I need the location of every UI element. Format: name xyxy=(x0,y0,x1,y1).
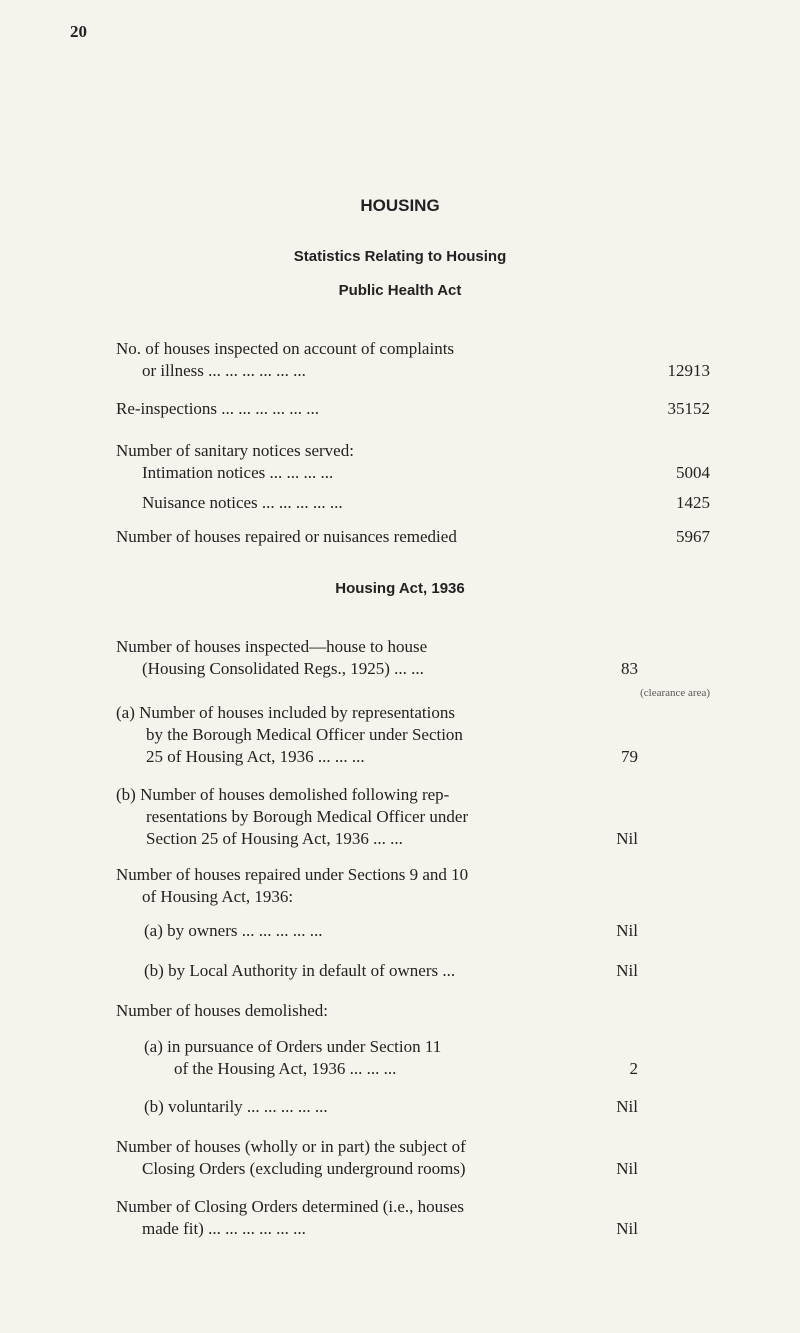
houses-demolished-following-representations-row xyxy=(116,784,710,850)
house-to-house-inspections-row xyxy=(116,636,710,699)
row-value: Nil xyxy=(616,1219,638,1238)
repaired-by-owners-row xyxy=(144,920,638,942)
subtitle: Statistics Relating to Housing xyxy=(293,248,507,265)
row-label: (a) by owners ... ... ... ... ... xyxy=(144,921,323,940)
row-value: Nil xyxy=(616,829,638,848)
row-label-continued: (Housing Consolidated Regs., 1925) ... ... xyxy=(142,659,424,678)
houses-repaired-row xyxy=(116,526,710,548)
row-label-continued: Closing Orders (excluding underground rooms) xyxy=(142,1159,466,1178)
row-value: 5004 xyxy=(676,463,710,482)
row-label: (b) Number of houses demolished following rep- xyxy=(116,785,450,804)
row-value: Nil xyxy=(616,961,638,980)
nuisance-notices-row xyxy=(142,492,710,514)
houses-repaired-sections-heading-row xyxy=(116,864,710,908)
row-value: 35152 xyxy=(667,399,710,418)
row-label: (b) by Local Authority in default of owners ... xyxy=(144,961,456,980)
row-label: Nuisance notices ... ... ... ... ... xyxy=(142,493,343,512)
row-value: 12913 xyxy=(667,361,710,380)
section-heading-housing-act-1936: Housing Act, 1936 xyxy=(335,580,465,597)
row-label-continued: or illness ... ... ... ... ... ... xyxy=(142,361,306,380)
re-inspections-row xyxy=(116,398,710,420)
row-label: (a) in pursuance of Orders under Section 11 xyxy=(144,1037,442,1056)
row-label: Number of Closing Orders determined (i.e., houses xyxy=(116,1197,464,1216)
row-label: (a) Number of houses included by representations xyxy=(116,703,455,722)
closing-orders-determined-row xyxy=(116,1196,638,1240)
houses-demolished-heading-row xyxy=(116,1000,710,1022)
row-label: Number of houses (wholly or in part) the subject of xyxy=(116,1137,466,1156)
row-label: Re-inspections ... ... ... ... ... ... xyxy=(116,399,320,418)
row-value: 83 xyxy=(621,659,638,678)
row-label: Number of houses demolished: xyxy=(116,1001,328,1020)
closing-orders-row xyxy=(116,1136,638,1180)
row-label-continued: resentations by Borough Medical Officer under xyxy=(146,807,469,826)
row-label-continued: of the Housing Act, 1936 ... ... ... xyxy=(174,1059,397,1078)
demolished-voluntarily-row xyxy=(144,1096,638,1118)
row-value: 2 xyxy=(629,1059,638,1078)
houses-inspected-row xyxy=(116,338,710,382)
row-label: Number of houses inspected—house to house xyxy=(116,637,428,656)
row-label: No. of houses inspected on account of complaints xyxy=(116,339,455,358)
row-label-continued: 25 of Housing Act, 1936 ... ... ... xyxy=(146,747,365,766)
row-value: 5967 xyxy=(676,527,710,546)
repaired-by-local-authority-row xyxy=(144,960,638,982)
row-value: Nil xyxy=(616,1097,638,1116)
page-number: 20 xyxy=(70,22,87,41)
row-label-continued: made fit) ... ... ... ... ... ... xyxy=(142,1219,306,1238)
row-label-continued: by the Borough Medical Officer under Section xyxy=(146,725,463,744)
row-value: 1425 xyxy=(676,493,710,512)
clearance-area-note: (clearance area) xyxy=(640,687,710,699)
row-value: Nil xyxy=(616,1159,638,1178)
row-label: Number of houses repaired under Sections 9 and 10 xyxy=(116,865,469,884)
page-title: HOUSING xyxy=(360,196,440,215)
section-heading-public-health-act: Public Health Act xyxy=(338,282,462,299)
row-label-continued: Section 25 of Housing Act, 1936 ... ... xyxy=(146,829,403,848)
row-value: Nil xyxy=(616,921,638,940)
row-label: (b) voluntarily ... ... ... ... ... xyxy=(144,1097,328,1116)
intimation-notices-row xyxy=(142,462,710,484)
representations-row xyxy=(116,702,710,768)
row-value: 79 xyxy=(621,747,638,766)
row-label: Number of sanitary notices served: xyxy=(116,441,354,460)
sanitary-notices-heading-row xyxy=(116,440,710,462)
row-label: Number of houses repaired or nuisances remedied xyxy=(116,527,457,546)
row-label: Intimation notices ... ... ... ... xyxy=(142,463,334,482)
demolished-pursuant-orders-row xyxy=(144,1036,638,1080)
row-label-continued: of Housing Act, 1936: xyxy=(142,887,294,906)
